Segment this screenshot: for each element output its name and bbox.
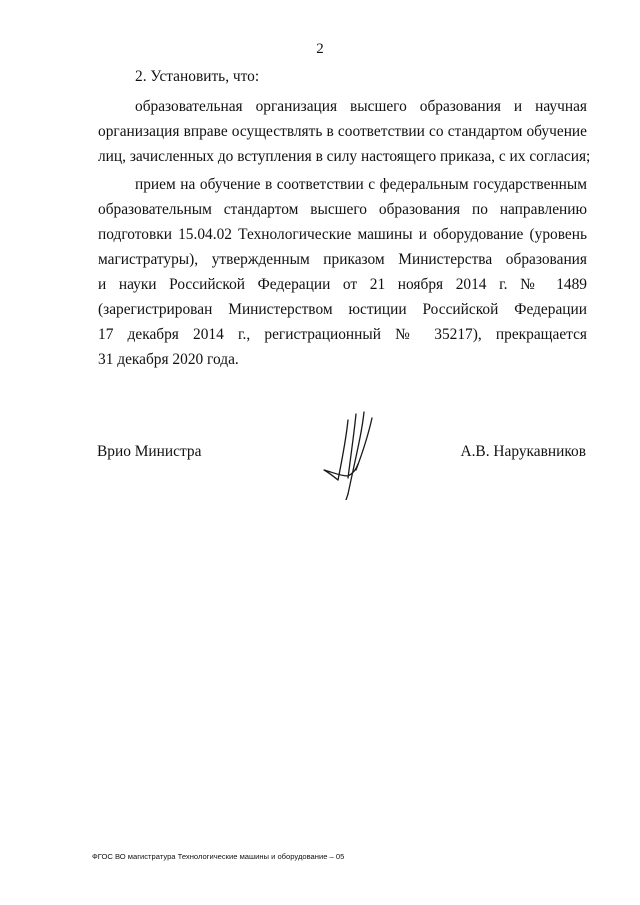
signatory-name: А.В. Нарукавников (460, 443, 586, 460)
paragraph-2 (98, 172, 587, 372)
paragraph-2-line: 17 декабря 2014 г., регистрационный № 35217), прекращается (98, 326, 587, 343)
item-heading: 2. Установить, что: (135, 68, 260, 85)
signatory-position: Врио Министра (97, 443, 202, 460)
paragraph-2-line: образовательным стандартом высшего образования по направлению (98, 201, 587, 218)
paragraph-1-line: организация вправе осуществлять в соответствии со стандартом обучение (98, 123, 587, 140)
paragraph-2-line: подготовки 15.04.02 Технологические машины и оборудование (уровень (98, 226, 587, 243)
paragraph-1-line: образовательная организация высшего образования и научная (135, 98, 587, 115)
handwritten-signature (318, 410, 382, 500)
document-footer: ФГОС ВО магистратура Технологические машины и оборудование – 05 (92, 852, 345, 861)
paragraph-1 (98, 94, 591, 169)
paragraph-2-line: 31 декабря 2020 года. (98, 351, 239, 368)
item-heading-block (98, 64, 587, 89)
paragraph-1-line: лиц, зачисленных до вступления в силу настоящего приказа, с их согласия; (98, 148, 591, 165)
page-number: 2 (316, 41, 324, 57)
paragraph-2-line: прием на обучение в соответствии с федеральным государственным (135, 176, 587, 193)
paragraph-2-line: и науки Российской Федерации от 21 ноября 2014 г. № 1489 (98, 276, 587, 293)
paragraph-2-line: магистратуры), утвержденным приказом Министерства образования (98, 251, 587, 268)
paragraph-2-line: (зарегистрирован Министерством юстиции Российской Федерации (98, 301, 587, 318)
